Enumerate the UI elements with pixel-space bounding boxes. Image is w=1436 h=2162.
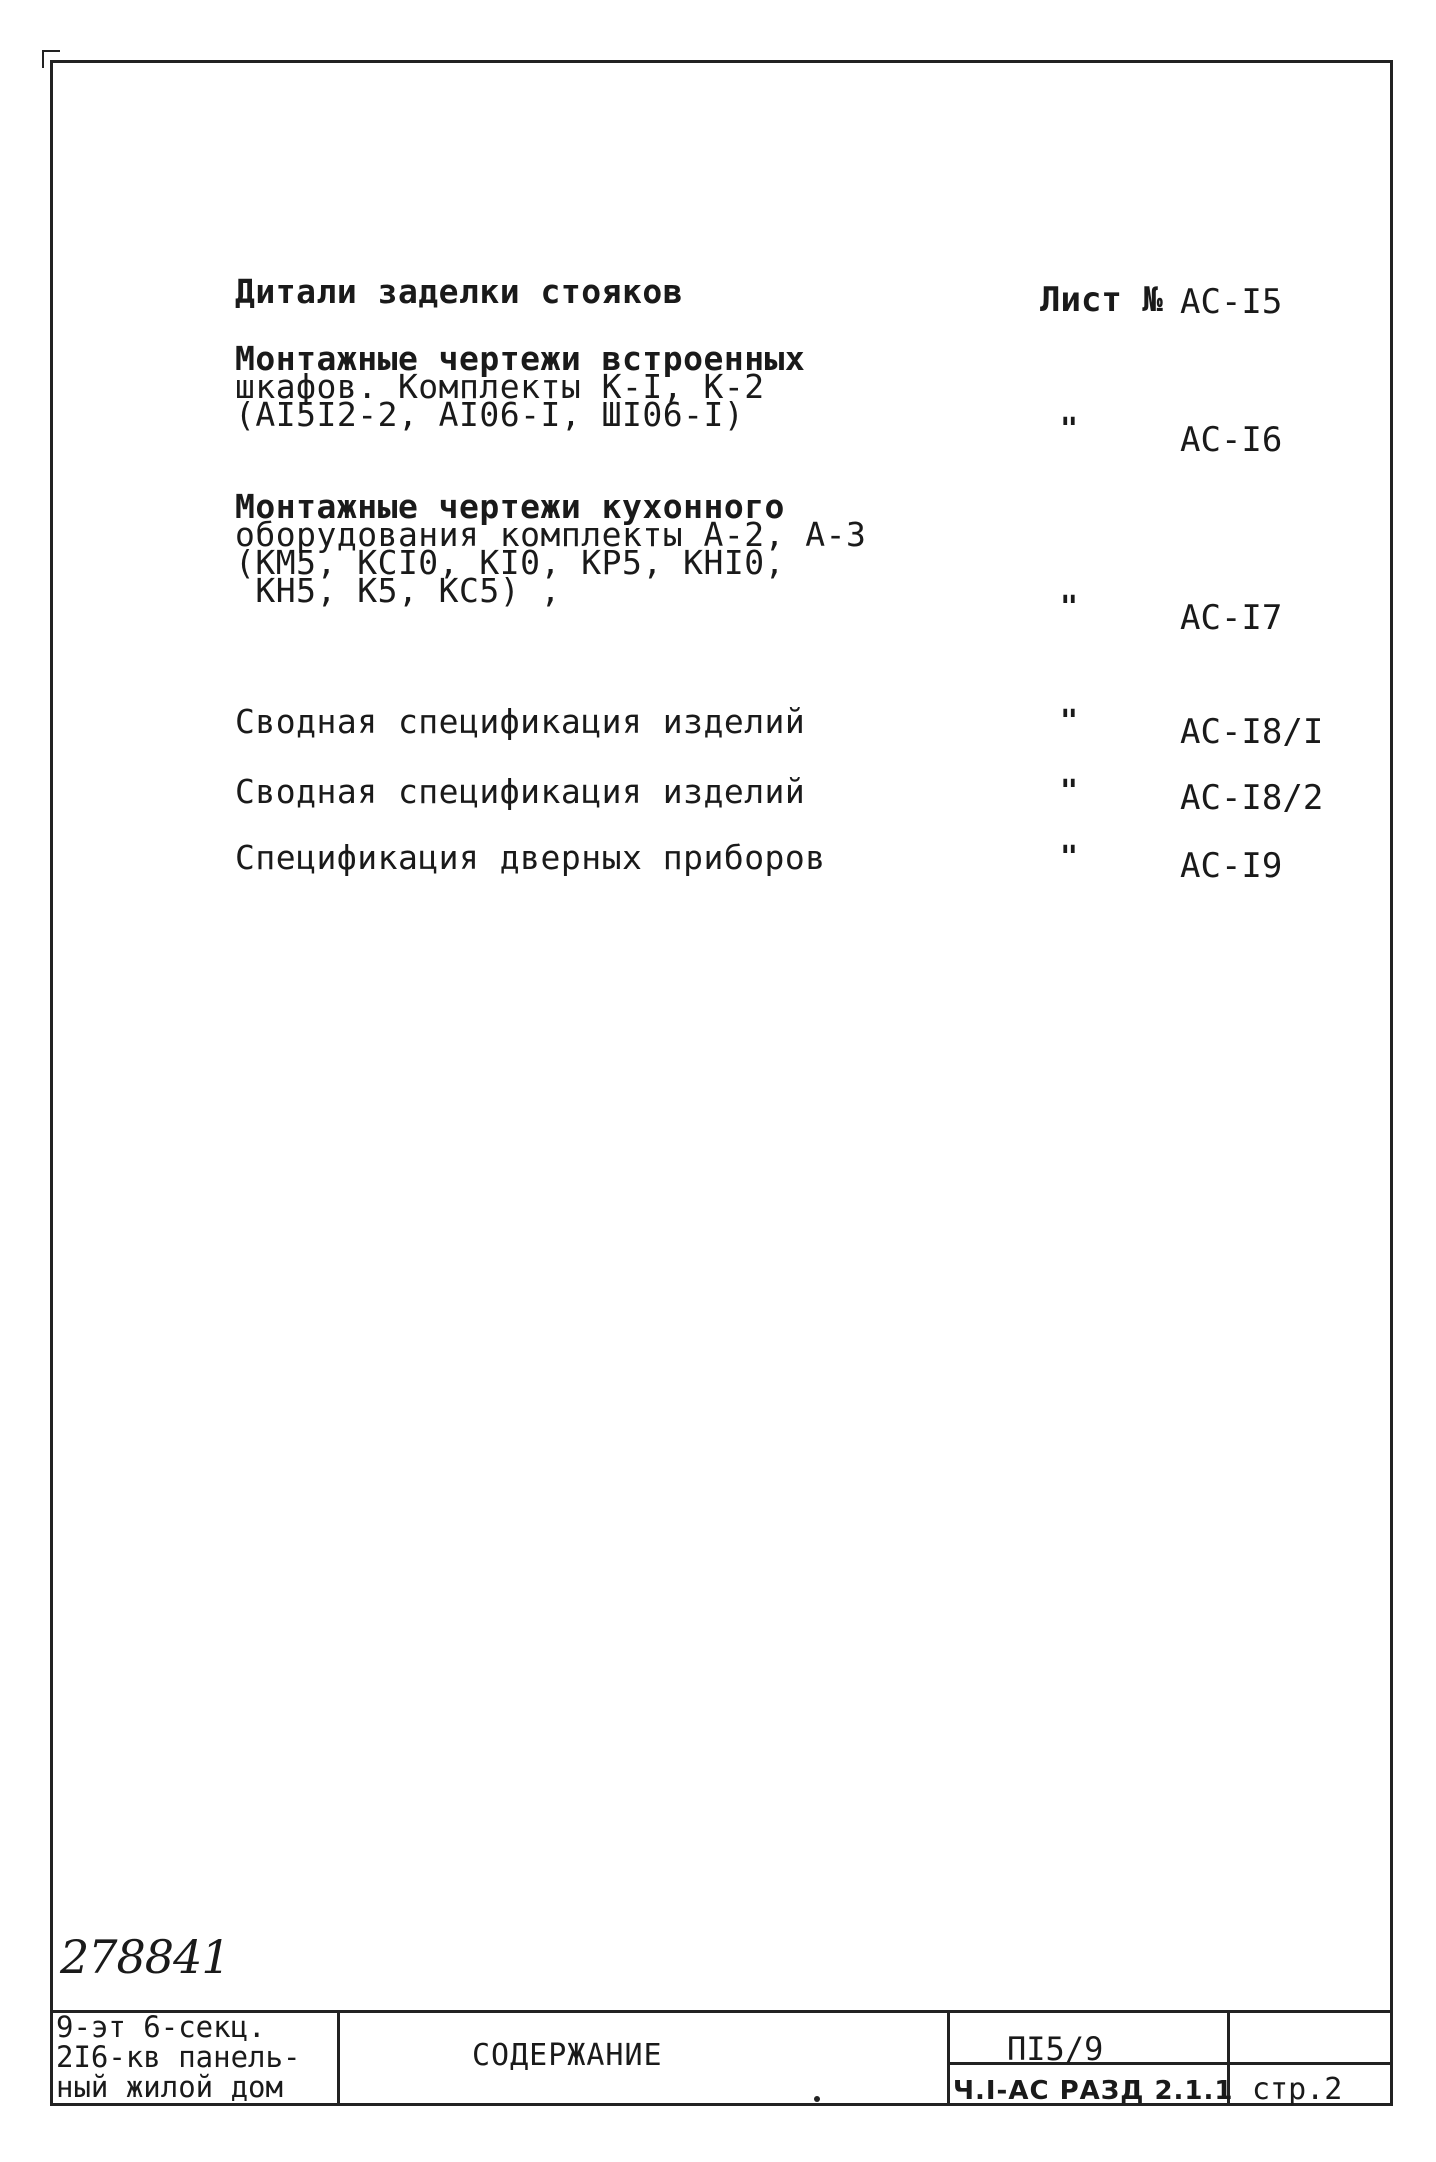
entry-6-ditto: " bbox=[1060, 840, 1079, 875]
entry-5-line-1: Сводная спецификация изделий bbox=[235, 772, 806, 811]
page-number: стр.2 bbox=[1252, 2072, 1343, 2107]
title-block bbox=[52, 2010, 1393, 2106]
sheet-number-label: Лист № bbox=[1040, 280, 1163, 320]
title-block-divider-1 bbox=[337, 2010, 340, 2106]
entry-2-line-2: шкафов. Комплекты К-I, К-2 bbox=[235, 367, 765, 406]
document-code: ПI5/9 bbox=[1007, 2030, 1104, 2068]
entry-3-line-4: КН5, К5, КС5) , bbox=[235, 571, 561, 610]
entry-1-ref: АС-I5 bbox=[1180, 282, 1283, 322]
entry-4-title bbox=[235, 702, 805, 742]
entry-3-line-2: оборудования комплекты А-2, А-3 bbox=[235, 515, 867, 554]
entry-4-ditto: " bbox=[1060, 704, 1079, 739]
object-line-2: 2I6-кв панель- bbox=[56, 2040, 301, 2074]
entry-3-title bbox=[235, 487, 867, 610]
entry-6-title bbox=[235, 838, 826, 878]
entry-3-ref: АС-I7 bbox=[1180, 598, 1283, 638]
entry-2-line-3: (АI5I2-2, АI06-I, ШI06-I) bbox=[235, 395, 745, 434]
entry-2-ditto: " bbox=[1060, 412, 1079, 447]
entry-2-ref: АС-I6 bbox=[1180, 420, 1283, 460]
document-part: Ч.I-АС РАЗД 2.1.1 bbox=[953, 2076, 1234, 2106]
entry-5-ref: АС-I8/2 bbox=[1180, 778, 1324, 818]
entry-4-ref: АС-I8/I bbox=[1180, 712, 1324, 752]
entry-5-title bbox=[235, 772, 805, 812]
entry-1-line-1: Дитали заделки стояков bbox=[235, 272, 684, 311]
entry-3-line-3: (КМ5, КСI0, КI0, КР5, КНI0, bbox=[235, 543, 785, 582]
entry-6-ref: АС-I9 bbox=[1180, 846, 1283, 886]
entry-3-line-1: Монтажные чертежи кухонного bbox=[235, 487, 785, 526]
object-line-3: ный жилой дом bbox=[56, 2070, 283, 2104]
dot-mark bbox=[814, 2096, 820, 2102]
entry-1-title bbox=[235, 272, 683, 312]
entry-3-ditto: " bbox=[1060, 590, 1079, 625]
object-description bbox=[56, 2012, 300, 2102]
entry-2-title bbox=[235, 339, 806, 434]
corner-mark bbox=[42, 50, 60, 68]
object-line-1: 9-эт 6-секц. bbox=[56, 2010, 266, 2044]
entry-6-line-1: Спецификация дверных приборов bbox=[235, 838, 826, 877]
title-block-divider-2 bbox=[947, 2010, 950, 2106]
entry-5-ditto: " bbox=[1060, 774, 1079, 809]
entry-4-line-1: Сводная спецификация изделий bbox=[235, 702, 806, 741]
handwritten-archive-number: 278841 bbox=[60, 1930, 230, 1984]
entry-2-line-1: Монтажные чертежи встроенных bbox=[235, 339, 806, 378]
document-title: СОДЕРЖАНИЕ bbox=[472, 2038, 663, 2073]
